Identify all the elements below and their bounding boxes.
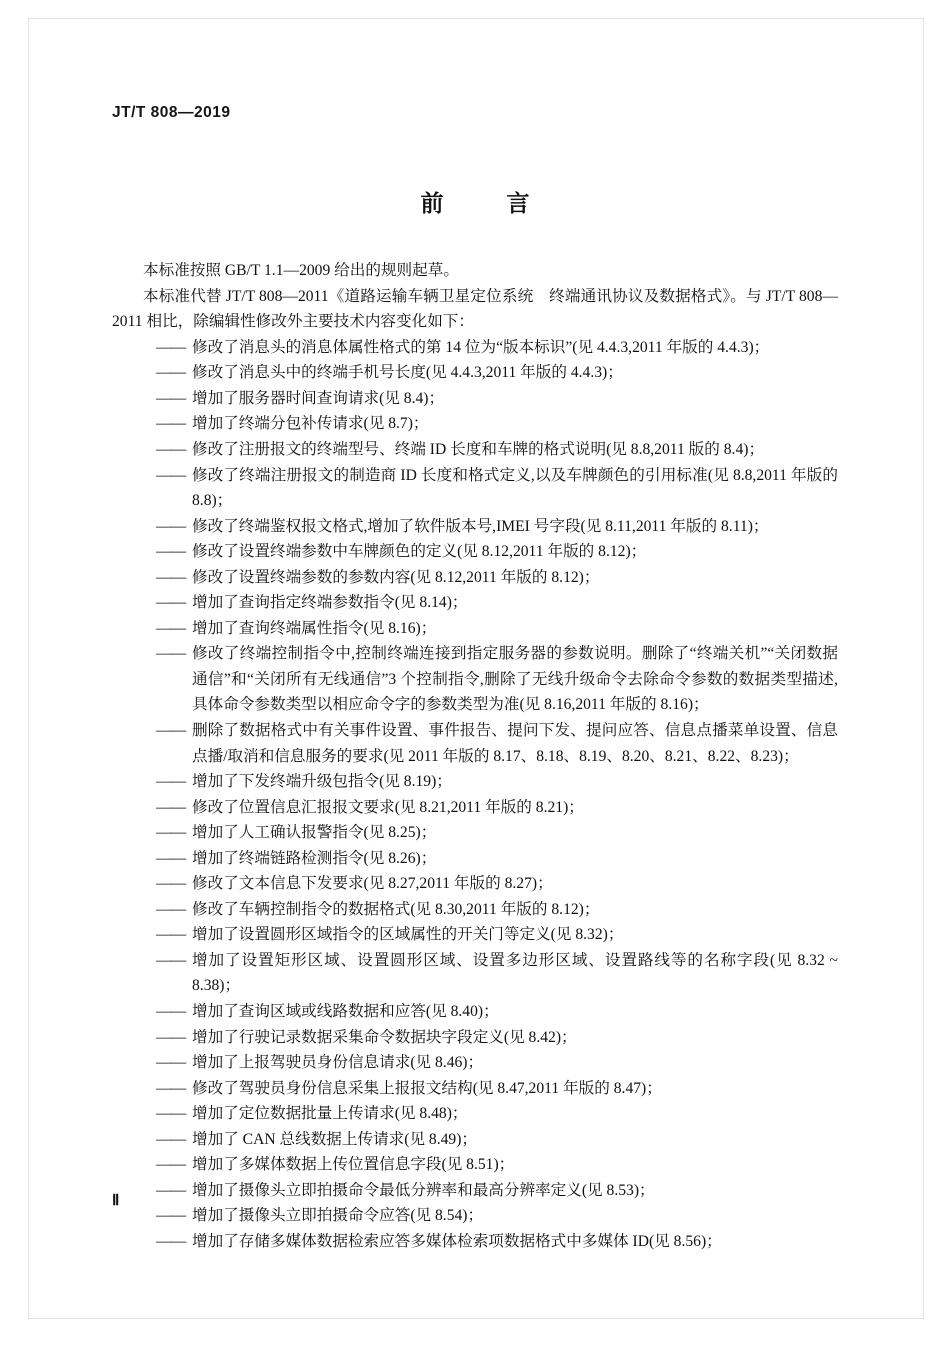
change-item — [112, 565, 838, 591]
change-item — [112, 437, 838, 463]
change-item-dash: —— — [156, 875, 186, 893]
change-item-dash: —— — [156, 1130, 186, 1148]
change-item — [112, 616, 838, 642]
change-item-text: 修改了终端控制指令中,控制终端连接到指定服务器的参数说明。删除了“终端关机”“关闭数据通信”和“关闭所有无线通信”3 个控制指令,删除了无线升级命令去除命令参数的数据类型描述,具体命令参数类型以相应命令字的参数类型为准(见 8.16,2011 年版的 8.16)； — [192, 645, 838, 714]
change-item — [112, 411, 838, 437]
change-item-dash: —— — [156, 849, 186, 867]
change-item-text: 增加了摄像头立即拍摄命令最低分辨率和最高分辨率定义(见 8.53)； — [192, 1181, 655, 1199]
change-item-dash: —— — [156, 1232, 186, 1250]
change-item-dash: —— — [156, 389, 186, 407]
change-item-text: 增加了终端链路检测指令(见 8.26)； — [192, 849, 437, 867]
change-item — [112, 1050, 838, 1076]
change-item-dash: —— — [156, 798, 186, 816]
change-item-dash: —— — [156, 568, 186, 586]
change-item-text: 修改了注册报文的终端型号、终端 ID 长度和车牌的格式说明(见 8.8,2011 版的 8.4)； — [192, 440, 765, 458]
change-item-text: 修改了消息头的消息体属性格式的第 14 位为“版本标识”(见 4.4.3,2011 年版的 4.4.3)； — [192, 338, 770, 356]
change-item — [112, 846, 838, 872]
change-item — [112, 1203, 838, 1229]
change-item-text: 修改了终端注册报文的制造商 ID 长度和格式定义,以及车牌颜色的引用标准(见 8.8,2011 年版的 8.8)； — [192, 466, 838, 510]
change-item-dash: —— — [156, 415, 186, 433]
change-item-dash: —— — [156, 1156, 186, 1174]
change-item — [112, 769, 838, 795]
change-item-text: 增加了 CAN 总线数据上传请求(见 8.49)； — [192, 1130, 478, 1148]
change-item-text: 修改了文本信息下发要求(见 8.27,2011 年版的 8.27)； — [192, 875, 553, 893]
change-item-text: 修改了设置终端参数的参数内容(见 8.12,2011 年版的 8.12)； — [192, 568, 600, 586]
change-item-text: 增加了查询终端属性指令(见 8.16)； — [192, 619, 437, 637]
change-item — [112, 335, 838, 361]
change-item — [112, 1178, 838, 1204]
change-item-text: 增加了服务器时间查询请求(见 8.4)； — [192, 389, 445, 407]
change-item-dash: —— — [156, 951, 186, 969]
change-item-text: 修改了设置终端参数中车牌颜色的定义(见 8.12,2011 年版的 8.12)； — [192, 543, 647, 561]
change-item — [112, 360, 838, 386]
change-item-dash: —— — [156, 1028, 186, 1046]
change-item-text: 增加了行驶记录数据采集命令数据块字段定义(见 8.42)； — [192, 1028, 577, 1046]
change-item-text: 修改了驾驶员身份信息采集上报报文结构(见 8.47,2011 年版的 8.47)； — [192, 1079, 662, 1097]
change-item-dash: —— — [156, 773, 186, 791]
change-item-dash: —— — [156, 338, 186, 356]
change-item-text: 修改了消息头中的终端手机号长度(见 4.4.3,2011 年版的 4.4.3)； — [192, 364, 623, 382]
change-item — [112, 514, 838, 540]
change-item-dash: —— — [156, 364, 186, 382]
change-item — [112, 1101, 838, 1127]
changes-list — [112, 335, 838, 1255]
change-item-text: 删除了数据格式中有关事件设置、事件报告、提问下发、提问应答、信息点播菜单设置、信息点播/取消和信息服务的要求(见 2011 年版的 8.17、8.18、8.19、8.20、8.21、8.22、8.23)； — [192, 721, 838, 765]
change-item — [112, 1229, 838, 1255]
change-item-dash: —— — [156, 926, 186, 944]
change-item — [112, 386, 838, 412]
change-item-text: 增加了查询区域或线路数据和应答(见 8.40)； — [192, 1003, 499, 1020]
change-item-dash: —— — [156, 1105, 186, 1123]
document-body — [112, 258, 838, 1254]
change-item — [112, 590, 838, 616]
change-item-text: 修改了终端鉴权报文格式,增加了软件版本号,IMEI 号字段(见 8.11,2011 年版的 8.11)； — [192, 517, 769, 535]
change-item — [112, 897, 838, 923]
change-item-text: 增加了多媒体数据上传位置信息字段(见 8.51)； — [192, 1156, 515, 1174]
page-number: Ⅱ — [112, 1193, 121, 1209]
intro-paragraph-2: 本标准代替 JT/T 808—2011《道路运输车辆卫星定位系统 终端通讯协议及数据格式》。与 JT/T 808—2011 相比，除编辑性修改外主要技术内容变化如下： — [112, 287, 838, 331]
change-item-dash: —— — [156, 517, 186, 535]
change-item — [112, 1076, 838, 1102]
change-item-text: 增加了人工确认报警指令(见 8.25)； — [192, 824, 437, 842]
change-item — [112, 463, 838, 514]
change-item-dash: —— — [156, 543, 186, 561]
change-item — [112, 1127, 838, 1153]
change-item — [112, 922, 838, 948]
change-item-dash: —— — [156, 645, 186, 663]
change-item-text: 修改了车辆控制指令的数据格式(见 8.30,2011 年版的 8.12)； — [192, 900, 600, 918]
change-item — [112, 718, 838, 769]
change-item-dash: —— — [156, 1181, 186, 1199]
change-item-dash: —— — [156, 1054, 186, 1072]
change-item-text: 增加了设置矩形区域、设置圆形区域、设置多边形区域、设置路线等的名称字段(见 8.32 ~ 8.38)； — [192, 951, 838, 995]
change-item-text: 增加了查询指定终端参数指令(见 8.14)； — [192, 594, 468, 612]
change-item-dash: —— — [156, 721, 186, 739]
change-item-text: 增加了终端分包补传请求(见 8.7)； — [192, 415, 429, 433]
change-item-text: 增加了设置圆形区域指令的区域属性的开关门等定义(见 8.32)； — [192, 926, 624, 944]
page-title: 前 言 — [420, 190, 550, 216]
change-item — [112, 641, 838, 718]
change-item-dash: —— — [156, 1003, 186, 1020]
change-item-text: 增加了摄像头立即拍摄命令应答(见 8.54)； — [192, 1207, 484, 1225]
change-item-dash: —— — [156, 466, 186, 484]
change-item — [112, 539, 838, 565]
change-item — [112, 820, 838, 846]
change-item-dash: —— — [156, 824, 186, 842]
change-item-dash: —— — [156, 1207, 186, 1225]
change-item — [112, 1152, 838, 1178]
intro-paragraph-1: 本标准按照 GB/T 1.1—2009 给出的规则起草。 — [143, 262, 459, 279]
change-item-dash: —— — [156, 619, 186, 637]
change-item-dash: —— — [156, 440, 186, 458]
page-header-standard-number: JT/T 808—2019 — [112, 104, 231, 121]
change-item — [112, 999, 838, 1025]
change-item-dash: —— — [156, 1079, 186, 1097]
change-item-text: 增加了定位数据批量上传请求(见 8.48)； — [192, 1105, 468, 1123]
change-item — [112, 871, 838, 897]
change-item-dash: —— — [156, 900, 186, 918]
change-item-dash: —— — [156, 594, 186, 612]
change-item — [112, 1025, 838, 1051]
change-item — [112, 795, 838, 821]
change-item-text: 增加了上报驾驶员身份信息请求(见 8.46)； — [192, 1054, 484, 1072]
change-item-text: 修改了位置信息汇报报文要求(见 8.21,2011 年版的 8.21)； — [192, 798, 584, 816]
change-item-text: 增加了存储多媒体数据检索应答多媒体检索项数据格式中多媒体 ID(见 8.56)； — [192, 1232, 722, 1250]
change-item — [112, 948, 838, 999]
change-item-text: 增加了下发终端升级包指令(见 8.19)； — [192, 773, 452, 791]
